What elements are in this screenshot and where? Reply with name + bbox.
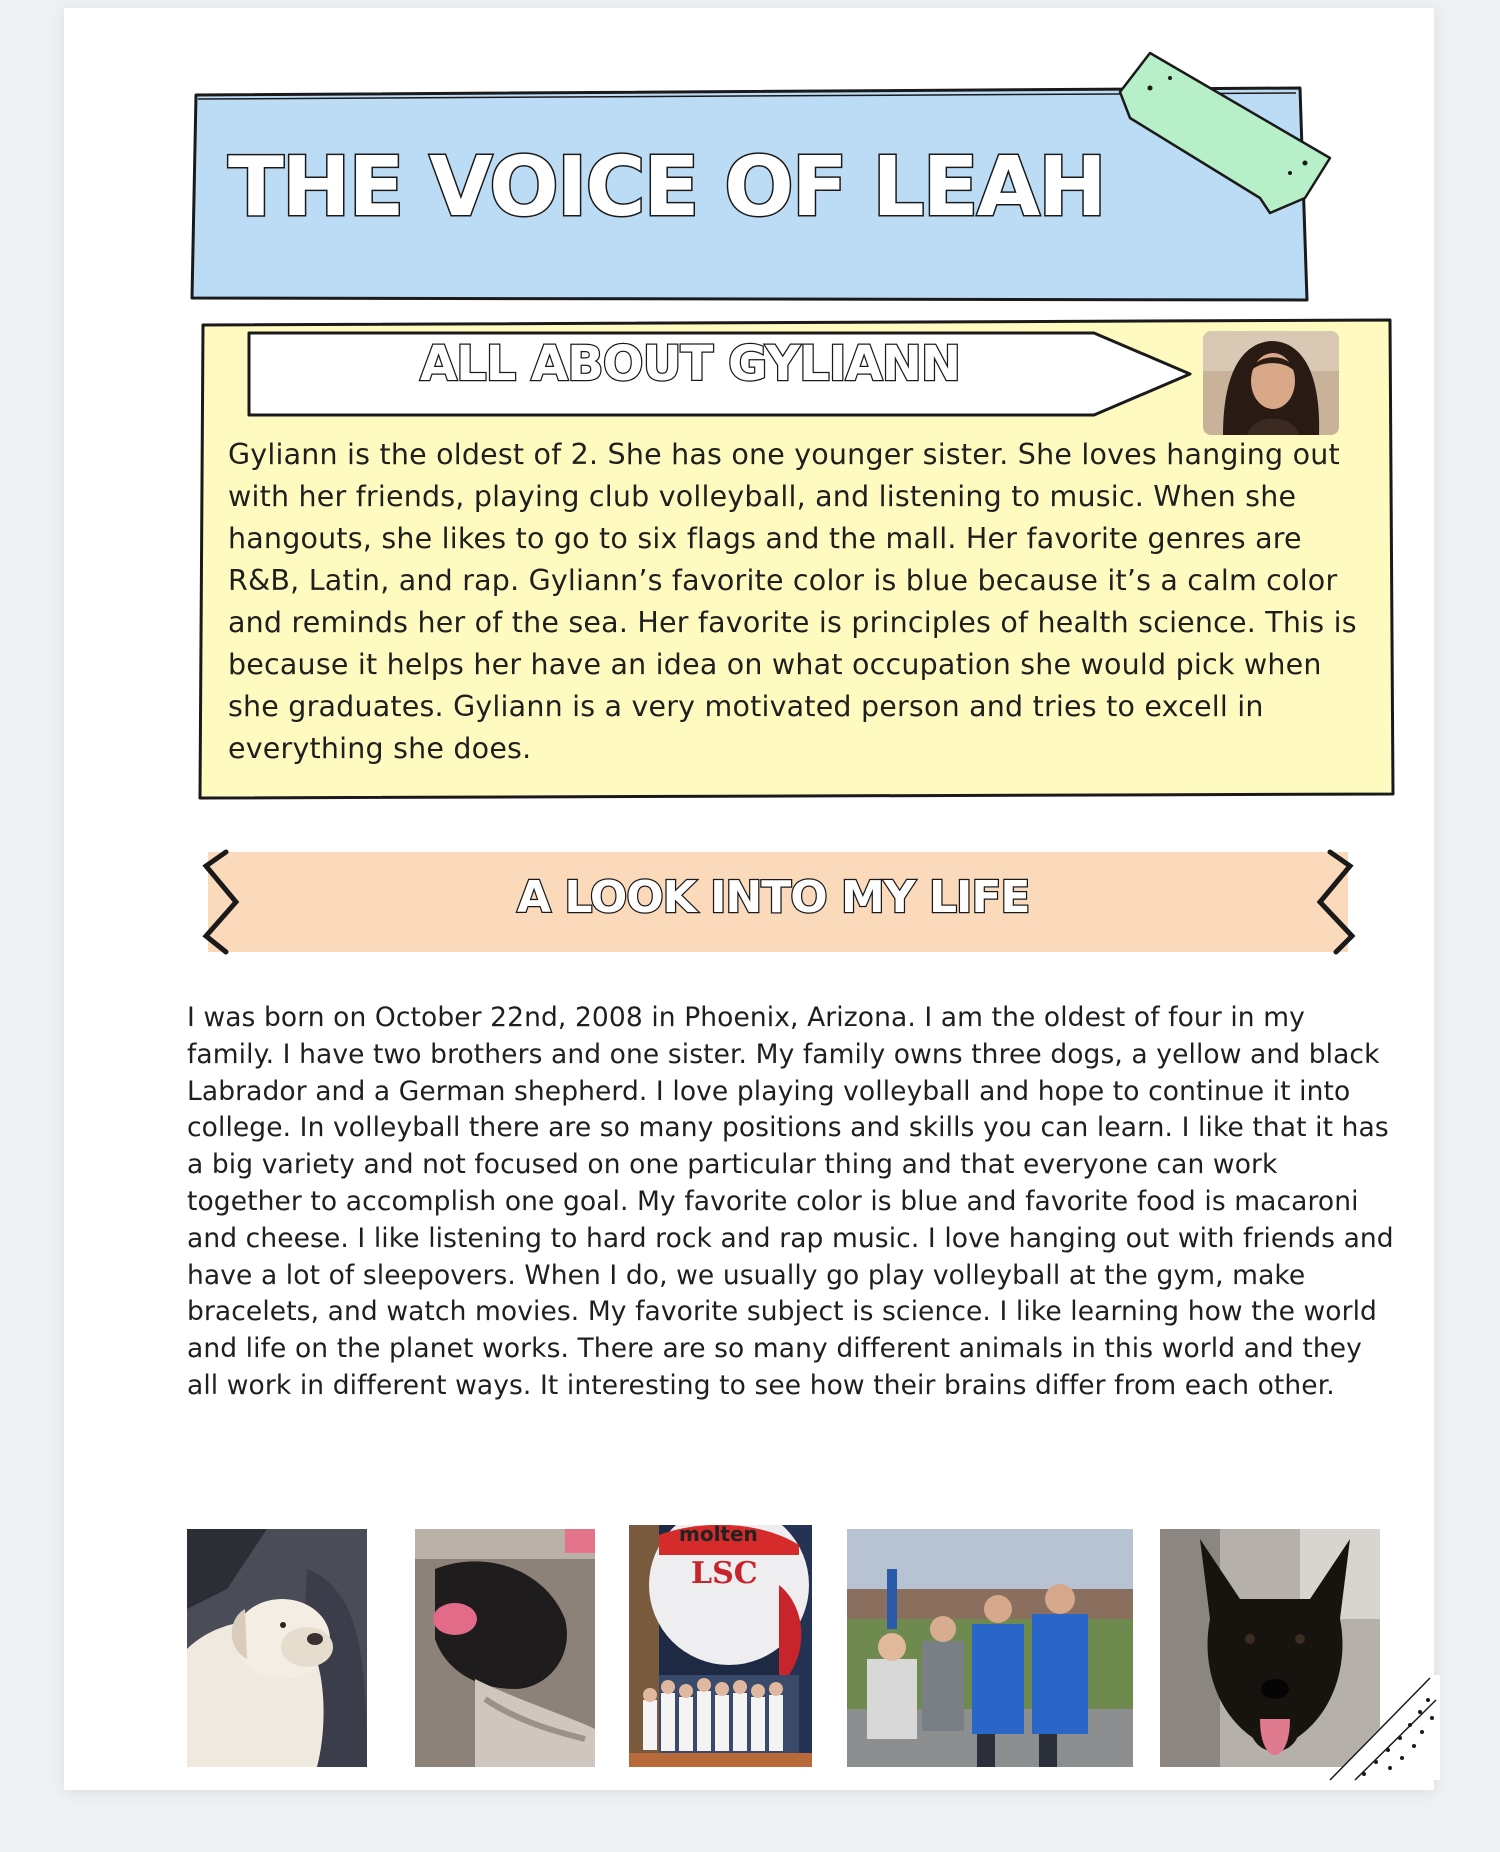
life-heading: A LOOK INTO MY LIFE <box>517 872 1030 923</box>
ball-brand-text: molten <box>679 1525 758 1546</box>
photo-yellow-lab <box>187 1529 367 1767</box>
ball-logo-text: LSC <box>691 1556 758 1591</box>
life-paragraph: I was born on October 22nd, 2008 in Phoenix, Arizona. I am the oldest of four in my family. I have two brothers and one sister. My family owns three dogs, a yellow and black Labrador and a German shepherd. I love playing volleyball and hope to continue it into college. In volleyball there are so many positions and skills you can learn. I like that it has a big variety and not focused on one particular thing and that everyone can work together to accomplish one goal. My favorite color is blue and favorite food is macaroni and cheese. I like listening to hard rock and rap music. I love hanging out with friends and have a lot of sleepovers. When I do, we usually go play volleyball at the gym, make bracelets, and watch movies. My favorite subject is science. I like learning how the world and life on the planet works. There are so many different animals in this world and they all work in different ways. It interesting to see how their brains differ from each other. <box>187 1002 1394 1401</box>
about-heading: ALL ABOUT GYLIANN <box>420 336 961 392</box>
photo-black-lab <box>415 1529 595 1767</box>
page-title: THE VOICE OF LEAH <box>228 140 1105 235</box>
about-paragraph: Gyliann is the oldest of 2. She has one younger sister. She loves hanging out with her friends, playing club volleyball, and listening to music. When she hangouts, she likes to go to six flags and the mall. Her favorite genres are R&B, Latin, and rap. Gyliann’s favorite color is blue because it’s a calm color and reminds her of the sea. Her favorite is principles of health science. This is because it helps her have an idea on what occupation she would pick when she graduates. Gyliann is a very motivated person and tries to excell in everything she does. <box>228 438 1357 765</box>
photo-volleyball-team <box>629 1525 812 1767</box>
photo-siblings-outdoors <box>847 1529 1133 1767</box>
corner-dots-decoration <box>1310 1670 1440 1790</box>
